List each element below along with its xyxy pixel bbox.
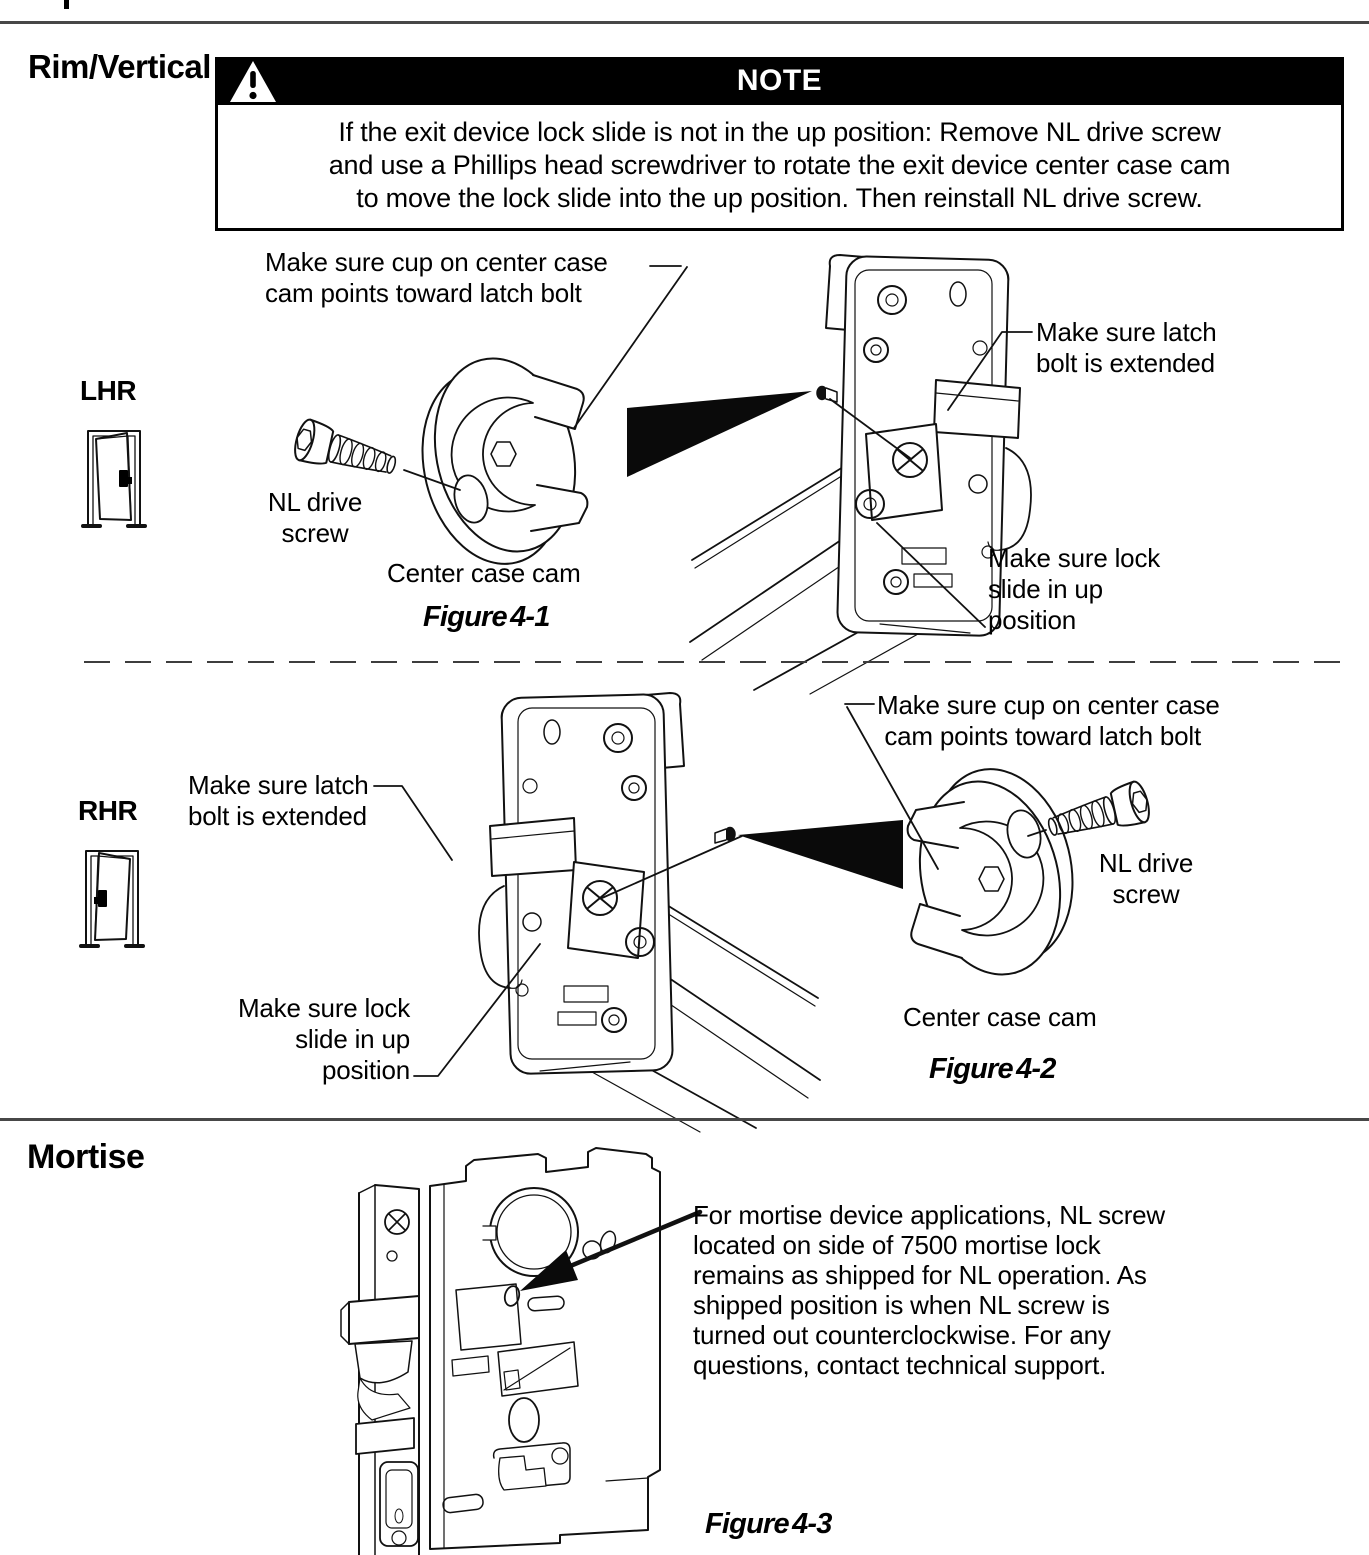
slide-note-line: position (321, 1055, 410, 1085)
nl-screw-line: NL drive (267, 487, 363, 517)
slide-note-line: position (988, 605, 1077, 635)
cup-note-line: Make sure cup on center case (265, 247, 608, 277)
top-rule (0, 21, 1369, 24)
figure-caption-4-2: Figure 4-2 (929, 1053, 1056, 1085)
installed-nl-screw (817, 387, 837, 403)
pointer-wedge (627, 391, 812, 477)
center-case-cam-label: Center case cam (387, 558, 581, 588)
note-body (215, 105, 1344, 231)
nl-screw-line: NL drive (1098, 848, 1194, 878)
figure-caption-4-3: Figure 4-3 (705, 1508, 832, 1540)
slide-note-line: Make sure lock (988, 543, 1161, 573)
figure-caption-4-1: Figure 4-1 (423, 601, 550, 633)
cup-note-line: cam points toward latch bolt (884, 721, 1201, 751)
lhr-door-icon (83, 431, 145, 526)
latch-note-label (1036, 317, 1217, 379)
center-case-drawing (690, 255, 1031, 694)
nl-drive-screw-label (255, 487, 375, 549)
latch-note-line: Make sure latch (1036, 317, 1217, 347)
note-box (215, 57, 1344, 231)
latch-note-line: Make sure latch (188, 770, 369, 800)
nl-drive-screw-label (1098, 848, 1194, 910)
nl-screw-line: screw (1112, 879, 1180, 909)
center-case-cam-drawing (900, 754, 1092, 989)
slide-note-line: slide in up (295, 1024, 410, 1054)
mortise-note-line: turned out counterclockwise. For any (693, 1320, 1111, 1350)
note-box-header (215, 57, 1344, 105)
cup-note-label (265, 247, 608, 309)
mortise-note-line: remains as shipped for NL operation. As (693, 1260, 1147, 1290)
lock-slide-note-label (235, 993, 410, 1086)
cup-note-label (877, 690, 1220, 752)
mortise-note-line: shipped position is when NL screw is (693, 1290, 1110, 1320)
handing-divider-dashed (84, 661, 1348, 663)
mortise-note-text (693, 1200, 1165, 1380)
page-top-crop-mark (64, 0, 69, 9)
note-line: and use a Phillips head screwdriver to rotate the exit device center case cam (328, 150, 1231, 180)
figure-4-1-drawing (83, 255, 1032, 694)
center-case-cam-label: Center case cam (903, 1002, 1097, 1032)
slide-note-line: slide in up (988, 574, 1103, 604)
section-title-mortise: Mortise (27, 1138, 145, 1176)
figure-4-3-drawing (341, 1148, 700, 1555)
mortise-rule (0, 1118, 1369, 1121)
pointer-wedge (738, 820, 903, 889)
cup-note-line: cam points toward latch bolt (265, 278, 582, 308)
handing-label-lhr: LHR (80, 375, 137, 406)
slide-note-line: Make sure lock (237, 993, 410, 1023)
nl-drive-screw-drawing (291, 418, 400, 486)
latch-note-line: bolt is extended (188, 801, 367, 831)
mortise-note-line: For mortise device applications, NL screw (693, 1200, 1166, 1230)
center-case-drawing (479, 693, 820, 1132)
rhr-door-icon (81, 851, 143, 946)
mortise-note-line: located on side of 7500 mortise lock (693, 1230, 1101, 1260)
latch-note-line: bolt is extended (1036, 348, 1215, 378)
section-title-rim-vertical: Rim/Vertical (28, 48, 211, 85)
note-line: to move the lock slide into the up position. Then reinstall NL drive screw. (356, 183, 1203, 213)
lock-slide-note-label (988, 543, 1160, 636)
nl-screw-line: screw (281, 518, 349, 548)
nl-drive-screw-drawing (1044, 780, 1153, 848)
center-case-cam-drawing (403, 343, 595, 578)
note-title: NOTE (736, 64, 823, 97)
handing-label-rhr: RHR (78, 795, 138, 826)
note-line: If the exit device lock slide is not in the up position: Remove NL drive screw (338, 117, 1221, 147)
mortise-note-line: questions, contact technical support. (693, 1350, 1107, 1380)
cup-note-line: Make sure cup on center case (877, 690, 1220, 720)
latch-note-label (188, 770, 369, 832)
